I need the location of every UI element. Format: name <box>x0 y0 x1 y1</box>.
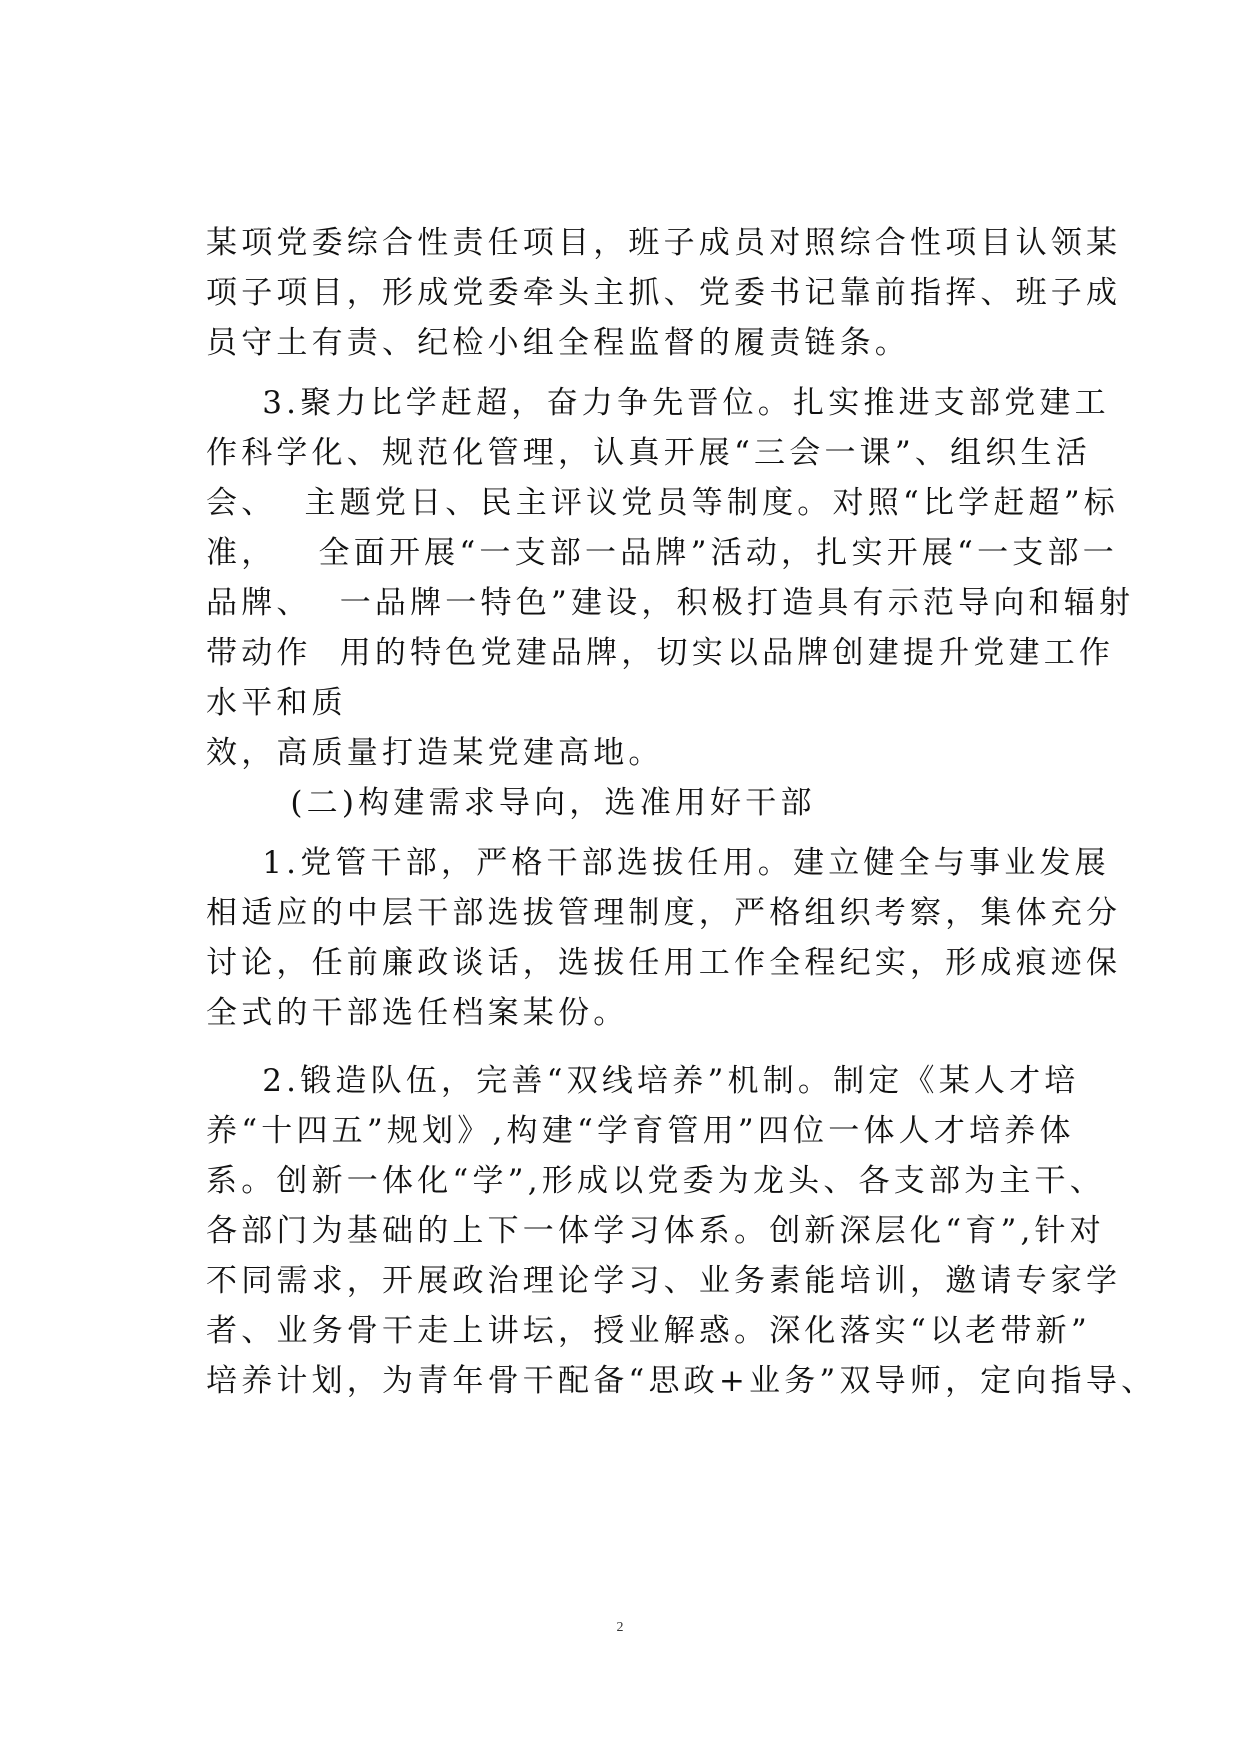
text-line: 项子项目，形成党委牵头主抓、党委书记靠前指挥、班子成 <box>206 275 1122 311</box>
text-line: 准， 全面开展“一支部一品牌”活动，扎实开展“一支部一 <box>206 535 1118 571</box>
page-number: 2 <box>616 1620 624 1635</box>
text-line: 不同需求，开展政治理论学习、业务素能培训，邀请专家学 <box>206 1263 1122 1299</box>
text-line: 相适应的中层干部选拔管理制度，严格组织考察，集体充分 <box>206 895 1122 931</box>
text-line: 培养计划，为青年骨干配备“思政+业务”双导师，定向指导、 <box>206 1363 1157 1399</box>
text-line: 作科学化、规范化管理，认真开展“三会一课”、组织生活 <box>206 435 1091 471</box>
text-line: 效，高质量打造某党建高地。 <box>206 735 664 771</box>
text-line: 会、 主题党日、民主评议党员等制度。对照“比学赶超”标 <box>206 485 1120 521</box>
text-line: 系。创新一体化“学”,形成以党委为龙头、各支部为主干、 <box>206 1163 1105 1199</box>
text-line: 1.党管干部，严格干部选拔任用。建立健全与事业发展 <box>206 845 1110 881</box>
text-line: 3.聚力比学赶超，奋力争先晋位。扎实推进支部党建工 <box>206 385 1110 421</box>
text-line: 各部门为基础的上下一体学习体系。创新深层化“育”,针对 <box>206 1213 1105 1249</box>
text-line: 养“十四五”规划》,构建“学育管用”四位一体人才培养体 <box>206 1113 1075 1149</box>
text-line: 品牌、 一品牌一特色”建设，积极打造具有示范导向和辐射 <box>206 585 1135 621</box>
text-line: 带动作 用的特色党建品牌，切实以品牌创建提升党建工作 <box>206 635 1115 671</box>
text-line: 某项党委综合性责任项目，班子成员对照综合性项目认领某 <box>206 225 1122 261</box>
text-line: 水平和质 <box>206 685 347 721</box>
text-line: 全式的干部选任档案某份。 <box>206 995 629 1031</box>
section-heading: (二)构建需求导向，选准用好干部 <box>206 785 816 821</box>
text-line: 者、业务骨干走上讲坛，授业解惑。深化落实“以老带新” <box>206 1313 1091 1349</box>
text-line: 2.锻造队伍，完善“双线培养”机制。制定《某人才培 <box>206 1063 1080 1099</box>
text-line: 讨论，任前廉政谈话，选拔任用工作全程纪实，形成痕迹保 <box>206 945 1122 981</box>
text-line: 员守土有责、纪检小组全程监督的履责链条。 <box>206 325 910 361</box>
